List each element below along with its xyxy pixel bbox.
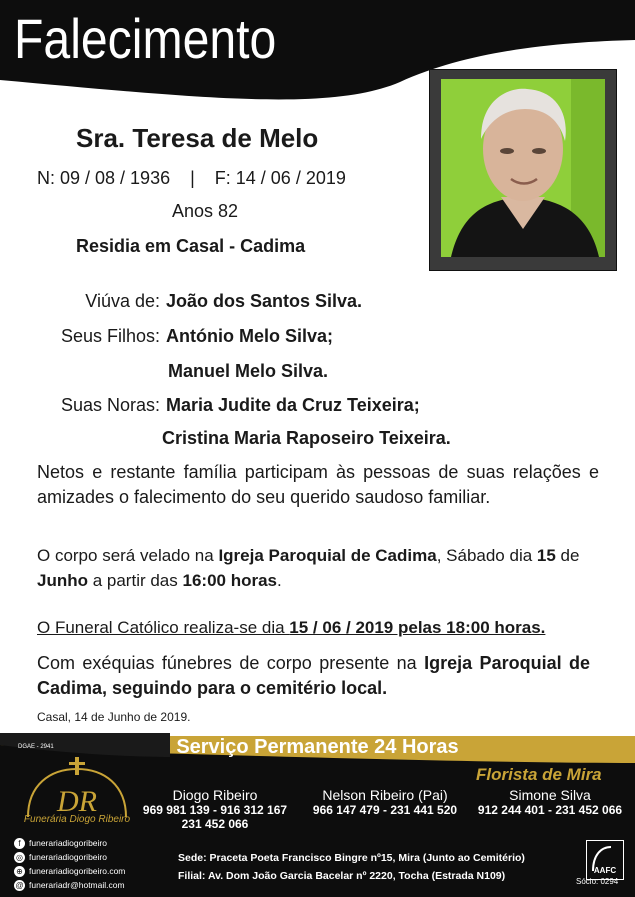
branch-address: Filial: Av. Dom João Garcia Bacelar nº 2220, Tocha (Estrada N109)	[178, 870, 506, 882]
family-label: Viúva de:	[85, 291, 160, 311]
social-item[interactable]: f funerariadiogoribeiro	[14, 838, 107, 849]
family-value: António Melo Silva;	[166, 326, 334, 346]
svg-text:AAFC: AAFC	[593, 866, 617, 875]
date-line: Casal, 14 de Junho de 2019.	[37, 710, 191, 724]
deceased-name: Sra. Teresa de Melo	[76, 123, 319, 153]
headquarters-address: Sede: Praceta Poeta Francisco Bingre nº15, Mira (Junto ao Cemitério)	[178, 852, 525, 864]
florist-name: Florista de Mira	[476, 765, 602, 784]
contact-nelson: Nelson Ribeiro (Pai) 966 147 479 - 231 441 520	[312, 787, 458, 817]
wake-info: O corpo será velado na Igreja Paroquial de Cadima, Sábado dia 15 de Junho a partir das 16:00 horas.	[37, 546, 580, 590]
social-item[interactable]	[14, 880, 125, 891]
social-item[interactable]: ◎ funerariadiogoribeiro	[16, 852, 107, 863]
logo-initials: DR	[57, 785, 97, 818]
residence: Residia em Casal - Cadima	[76, 236, 306, 256]
birth-death-dates: N: 09 / 08 / 1936 | F: 14 / 06 / 2019	[37, 168, 346, 188]
family-value: Manuel Melo Silva.	[168, 361, 329, 381]
page-title: Falecimento	[14, 7, 277, 70]
facebook-icon: f	[14, 838, 25, 849]
social-text: funerariadr@hotmail.com	[29, 880, 125, 890]
family-label: Suas Noras:	[60, 395, 160, 415]
social-item[interactable]: ⊕ funerariadiogoribeiro.com	[14, 866, 125, 877]
family-label: Seus Filhos:	[60, 326, 160, 346]
family-value: Cristina Maria Raposeiro Teixeira.	[162, 428, 451, 448]
family-value: João dos Santos Silva.	[166, 291, 363, 311]
announcement-text: Netos e restante família participam às pessoas de suas relações e amizades o falecimento do seu querido saudoso familiar.	[37, 462, 599, 507]
instagram-icon: ◎	[14, 852, 25, 863]
service-banner: Serviço Permanente 24 Horas	[176, 736, 459, 758]
member-number: Sócio: 0294	[576, 877, 619, 886]
web-icon: ⊕	[14, 866, 25, 877]
family-value: Maria Judite da Cruz Teixeira;	[166, 395, 420, 415]
brand-name: Funerária Diogo Ribeiro	[23, 814, 131, 825]
dgae-code: DGAE - 2941	[18, 744, 54, 750]
funeral-info: O Funeral Católico realiza-se dia 15 / 06 / 2019 pelas 18:00 horas.	[37, 618, 546, 637]
exequies-info: Com exéquias fúnebres de corpo presente na Igreja Paroquial de Cadima, seguindo para o cemitério local.	[37, 653, 590, 698]
contact-simone: Simone Silva 912 244 401 - 231 452 066	[477, 787, 623, 817]
contact-diogo: Diogo Ribeiro 969 981 139 - 916 312 167 231 452 066	[142, 787, 288, 831]
age: Anos 82	[172, 201, 239, 221]
association-logo	[586, 840, 624, 880]
email-icon: @	[15, 881, 24, 891]
portrait-photo	[441, 79, 605, 257]
